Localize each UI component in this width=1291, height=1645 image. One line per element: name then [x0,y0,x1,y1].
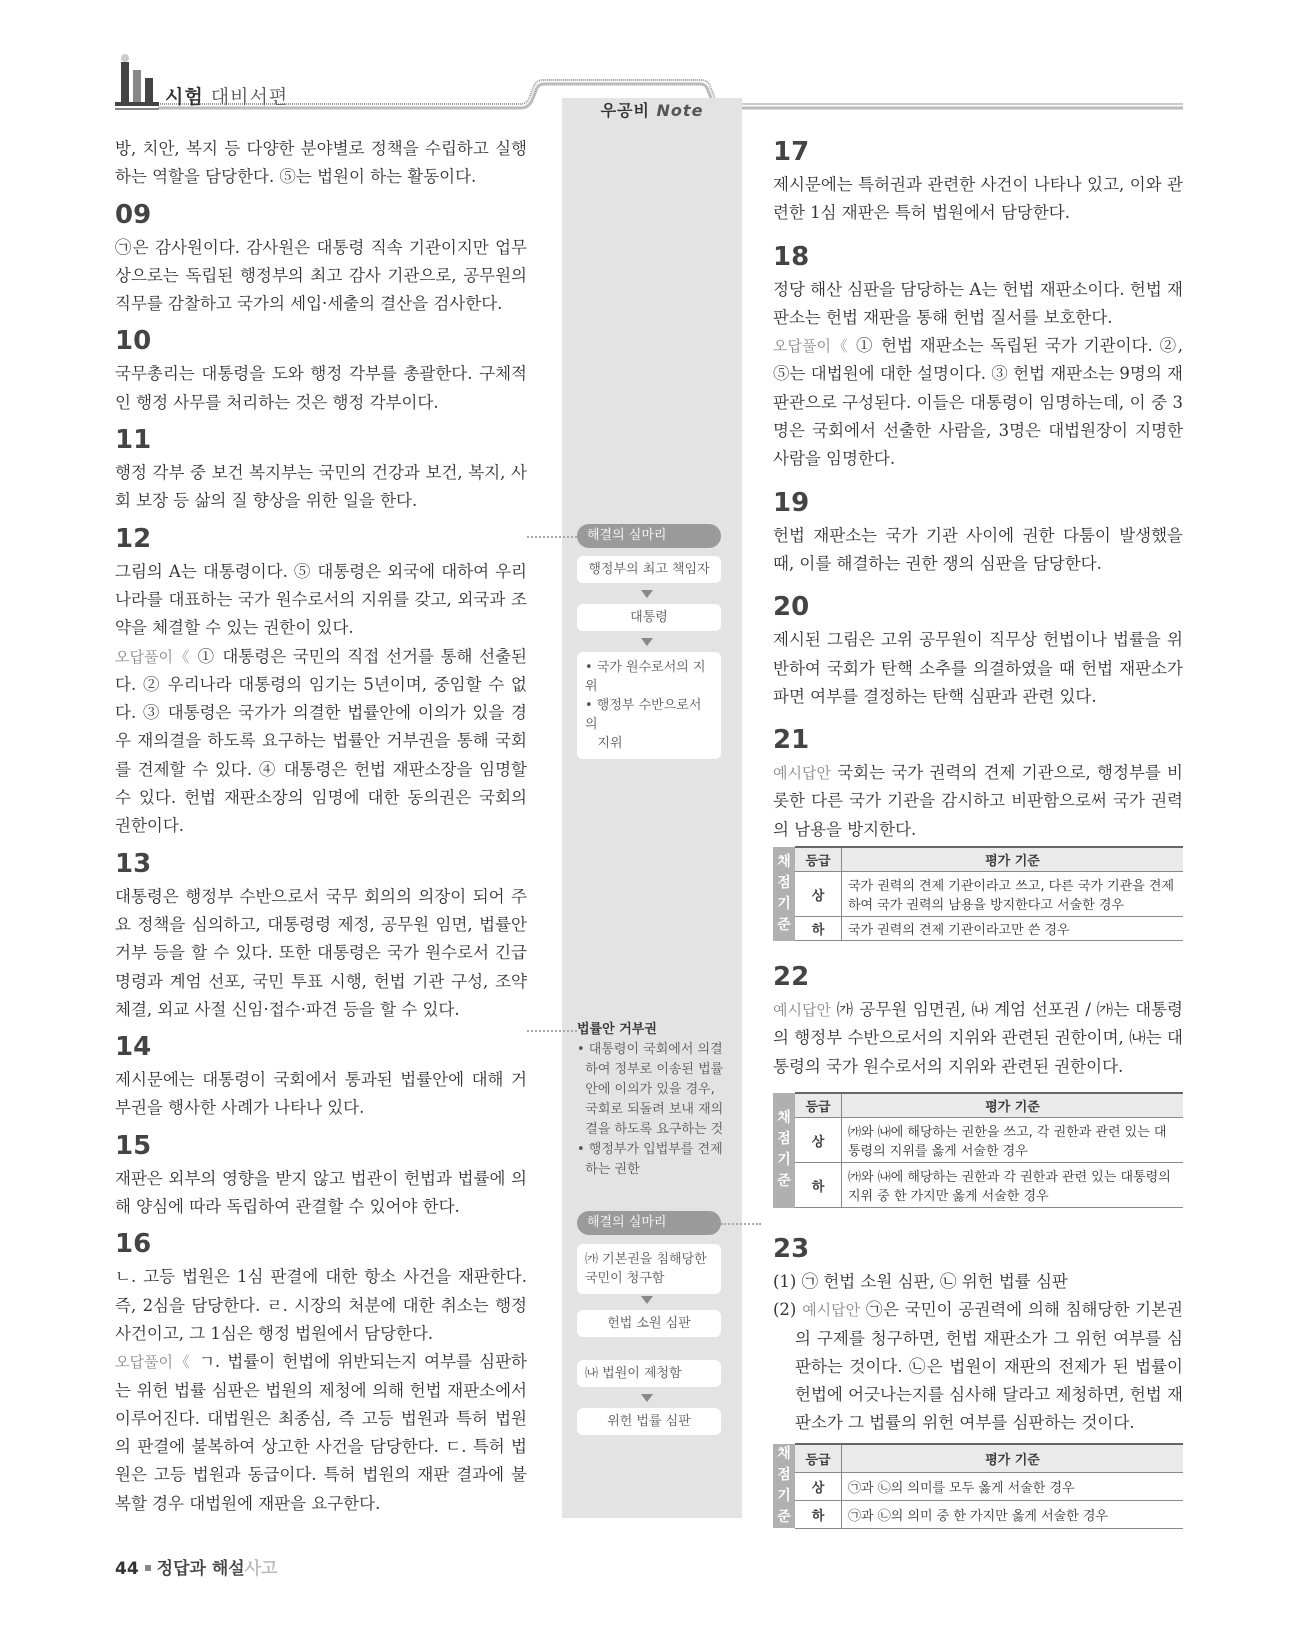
footer-bullet-icon [145,1565,151,1571]
grading-header-row [773,1093,1183,1118]
note-bullet: • 행정부 수반으로서의 [585,698,702,732]
question-number: 11 [115,425,152,456]
grade-level: 상 [795,1472,842,1500]
note-line: • 행정부가 입법부를 견제 [577,1142,723,1157]
example-answer-tag: 예시답안 [802,1301,861,1320]
answer-23 [773,1232,1183,1438]
grade-criteria-header: 평가 기준 [842,847,1184,872]
wrong-answer-explanation [115,643,527,841]
example-answer-tag: 예시답안 [773,1001,831,1019]
note-connector [527,536,577,538]
grade-level-header: 등급 [795,1444,842,1472]
grade-criteria: ㉠과 ㉡의 의미를 모두 옳게 서술한 경우 [842,1472,1184,1500]
grade-level: 하 [795,1163,842,1208]
answer-16 [115,1227,527,1518]
grade-level: 하 [795,1500,842,1528]
question-number: 22 [773,962,810,992]
question-number: 15 [115,1130,152,1161]
example-answer-text: ㈎ 공무원 임면권, ㈏ 계엄 선포권 / ㈎는 대통령의 행정부 수반으로서의 지위와 관련된 권한이며, ㈏는 대통령의 국가 원수로서의 지위와 관련된 권한이다. [773,1000,1183,1076]
answer-17 [773,135,1183,228]
answer-15 [115,1129,527,1222]
note-line: 하여 정부로 이송된 법률 [577,1062,724,1077]
note-bullet: • 국가 원수로서의 지위 [585,660,706,694]
grading-side-label: 채 점 기 준 [773,847,795,941]
answer-text [773,996,1183,1081]
answer-text: ㄴ. 고등 법원은 1심 판결에 대한 항소 사건을 재판한다. 즉, 2심을 담당한다. ㄹ. 시장의 처분에 대한 취소는 행정사건이고, 그 1심은 행정 법원에서 담당한다. [115,1267,527,1343]
answer-14 [115,1030,527,1123]
note-definition-title: 법률안 거부권 [577,1022,657,1037]
intro-text: 방, 치안, 복지 등 다양한 분야별로 정책을 수립하고 실행하는 역할을 담당한다. ⑤는 법원이 하는 활동이다. [115,139,527,187]
question-number: 13 [115,848,152,879]
example-answer-tag: 예시답안 [773,764,831,783]
question-number: 19 [773,487,810,518]
answer-text: 대통령은 행정부 수반으로서 국무 회의의 의장이 되어 주요 정책을 심의하고, 대통령령 제정, 공무원 임면, 법률안 거부 등을 할 수 있다. 또한 대통령은 국가 원수로서 긴급 명령과 계엄 선포, 국민 투표 시행, 헌법 기관 구성, 조약 체결, 외교 사절 신임·접수·파견 등을 할 수 있다. [115,886,527,1019]
note-definition [577,1020,725,1180]
grading-header-row [773,1444,1183,1472]
answer-10 [115,324,527,417]
note-line: 결을 하도록 요구하는 것 [577,1122,724,1137]
answer-09 [115,198,527,319]
answer-19 [773,486,1183,579]
grade-level: 하 [795,917,842,941]
note-connector [721,1223,761,1225]
grading-row [773,1163,1183,1208]
note-line: 하는 권한 [577,1162,640,1177]
grade-level-header: 등급 [795,1093,842,1118]
answer-text: 그림의 A는 대통령이다. ⑤ 대통령은 외국에 대하여 우리나라를 대표하는 국가 원수로서의 지위를 갖고, 외국과 조약을 체결할 수 있는 권한이 있다. [115,561,527,638]
question-number: 10 [115,326,152,357]
answer-11 [115,423,527,516]
grading-table-22 [773,1092,1183,1208]
note-box: ㈏ 법원이 제청함 [577,1360,721,1387]
note-column [562,98,742,1518]
note-box-bullets [577,652,721,759]
wrong-answer-text: ㄱ. 법률이 헌법에 위반되는지 여부를 심판하는 위헌 법률 심판은 법원의 제청에 의해 헌법 재판소에서 이루어진다. 대법원은 최종심, 즉 고등 법원과 특허 법원의 판결에 불복하여 상고한 사건을 담당한다. ㄷ. 특허 법원은 고등 법원과 동급이다. 특허 법원의 재판 결과에 불복할 경우 대법원에 재판을 요구한다. [115,1352,527,1513]
note-connector [527,1030,577,1032]
down-arrow-icon [641,590,653,598]
question-number: 12 [115,523,152,554]
grade-criteria: 국가 권력의 견제 기관이라고만 쓴 경우 [842,917,1184,941]
answer-text: 제시문에는 대통령이 국회에서 통과된 법률안에 대해 거부권을 행사한 사례가 나타나 있다. [115,1070,527,1118]
down-arrow-icon [641,1394,653,1402]
footer-label: 정답과 해설 [156,1559,245,1579]
section-title: 시험 대비서편 [165,86,289,108]
grade-criteria: ㈎와 ㈏에 해당하는 권한을 쓰고, 각 권한과 관련 있는 대통령의 지위를 옳게 서술한 경우 [842,1118,1184,1163]
note-hint-pill: 해결의 실마리 [577,524,721,548]
grading-table-23 [773,1443,1183,1529]
answer-text: 국무총리는 대통령을 도와 행정 각부를 총괄한다. 구체적인 행정 사무를 처리하는 것은 행정 각부이다. [115,364,527,412]
answer-text: 제시된 그림은 고위 공무원이 직무상 헌법이나 법률을 위반하여 국회가 탄핵 소추를 의결하였을 때 헌법 재판소가 파면 여부를 결정하는 탄핵 심판과 관련 있다. [773,630,1183,706]
note-box: 위헌 법률 심판 [577,1408,721,1435]
wrong-answer-tag: 오답풀이《 [773,337,850,356]
note-hint-pill: 해결의 실마리 [577,1211,721,1235]
wrong-answer-explanation [773,332,1183,473]
footer-faded-text: 사고 [244,1559,278,1579]
wrong-answer-text: ① 헌법 재판소는 독립된 국가 기관이다. ②, ⑤는 대법원에 대한 설명이다. ③ 헌법 재판소는 9명의 재판관으로 구성된다. 이들은 대통령이 임명하는데, 이 중 3명은 국회에서 선출한 사람을, 3명은 대법원장이 지명한 사람을 임명한다. [773,336,1183,469]
answer-text: 정당 해산 심판을 담당하는 A는 헌법 재판소이다. 헌법 재판소는 헌법 재판을 통해 헌법 질서를 보호한다. [773,279,1183,327]
left-answer-column [115,135,527,1518]
question-number: 20 [773,592,810,623]
down-arrow-icon [641,638,653,646]
grade-criteria: 국가 권력의 견제 기관이라고 쓰고, 다른 국가 기관을 견제하여 국가 권력의 남용을 방지한다고 서술한 경우 [842,872,1184,917]
note-box: ㈎ 기본권을 침해당한 국민이 청구함 [577,1244,721,1294]
answer-text: 헌법 재판소는 국가 기관 사이에 권한 다툼이 발생했을 때, 이를 해결하는 권한 쟁의 심판을 담당한다. [773,525,1183,573]
answer-part-1: (1) ㉠ 헌법 소원 심판, ㉡ 위헌 법률 심판 [773,1272,1068,1291]
answer-part-2: (2) 예시답안 ㉠은 국민이 공권력에 의해 침해당한 기본권의 구제를 청구하면, 헌법 재판소가 그 위헌 여부를 심판하는 것이다. ㉡은 법원이 재판의 전제가 된 법률이 헌법에 어긋나는지를 심사해 달라고 제청하면, 헌법 재판소가 그 법률의 위헌 여부를 심판하는 것이다. [773,1300,1183,1433]
grade-criteria-header: 평가 기준 [842,1093,1184,1118]
grade-criteria: ㉠과 ㉡의 의미 중 한 가지만 옳게 서술한 경우 [842,1500,1184,1528]
grading-table-21 [773,846,1183,941]
note-box: 행정부의 최고 책임자 [577,556,721,583]
grading-row [773,917,1183,941]
page-footer [115,1554,278,1579]
note-line: 안에 이의가 있을 경우, [577,1082,715,1097]
grade-level: 상 [795,872,842,917]
grading-side-label: 채 점 기 준 [773,1444,795,1528]
example-answer-text: 국회는 국가 권력의 견제 기관으로, 행정부를 비롯한 다른 국가 기관을 감시하고 비판함으로써 국가 권력의 남용을 방지한다. [773,763,1183,839]
question-number: 17 [773,137,810,167]
wrong-answer-tag: 오답풀이《 [115,647,191,666]
question-number: 14 [115,1032,152,1063]
grading-row [773,1500,1183,1528]
answer-text: 재판은 외부의 영향을 받지 않고 법관이 헌법과 법률에 의해 양심에 따라 독립하여 관결할 수 있어야 한다. [115,1168,527,1217]
grade-level-header: 등급 [795,847,842,872]
answer-text: 행정 각부 중 보건 복지부는 국민의 건강과 보건, 복지, 사회 보장 등 삶의 질 향상을 위한 일을 한다. [115,463,527,511]
page-number: 44 [115,1559,139,1579]
answer-text: ㉠은 감사원이다. 감사원은 대통령 직속 기관이지만 업무상으로는 독립된 행정부의 최고 감사 기관으로, 공무원의 직무를 감찰하고 국가의 세입·세출의 결산을 검사한다. [115,237,527,314]
note-box: 헌법 소원 심판 [577,1310,721,1337]
question-number: 23 [773,1234,810,1264]
answer-13 [115,847,527,1024]
wrong-answer-text: ① 대통령은 국민의 직접 선거를 통해 선출된다. ② 우리나라 대통령의 임기는 5년이며, 중임할 수 없다. ③ 대통령은 국가가 의결한 법률안에 이의가 있을 경우 재의결을 하도록 요구하는 법률안 거부권을 통해 국회를 견제할 수 있다. ④ 대통령은 헌법 재판소장을 임명할 수 있다. 헌법 재판소장의 임명에 대한 동의권은 국회의 권한이다. [115,646,527,836]
down-arrow-icon [641,1296,653,1304]
wrong-answer-tag: 오답풀이《 [115,1353,192,1372]
grading-row [773,1472,1183,1500]
answer-22 [773,960,1183,1081]
question-number: 09 [115,199,152,230]
grading-row [773,1118,1183,1163]
answer-21 [773,723,1183,844]
grading-row [773,872,1183,917]
question-number: 21 [773,725,810,756]
question-number: 16 [115,1229,152,1260]
answer-text [773,759,1183,844]
question-number: 18 [773,241,810,272]
grading-side-label: 채 점 기 준 [773,1093,795,1208]
answer-12 [115,522,527,841]
answer-18 [773,240,1183,474]
note-bullet: 지위 [585,736,623,751]
note-line: 국회로 되돌려 보내 재의 [577,1102,724,1117]
grade-criteria: ㈎와 ㈏에 해당하는 권한과 각 권한과 관련 있는 대통령의 지위 중 한 가지만 옳게 서술한 경우 [842,1163,1184,1208]
note-box: 대통령 [577,604,721,631]
note-column-title: 우공비 Note [600,101,704,120]
note-line: • 대통령이 국회에서 의결 [577,1042,723,1057]
grade-criteria-header: 평가 기준 [842,1444,1184,1472]
grading-header-row [773,847,1183,872]
answer-text: 제시문에는 특허권과 관련한 사건이 나타나 있고, 이와 관련한 1심 재판은 특허 법원에서 담당한다. [773,175,1183,223]
answer-20 [773,590,1183,711]
example-answer-text: ㉠은 국민이 공권력에 의해 침해당한 기본권의 구제를 청구하면, 헌법 재판소가 그 위헌 여부를 심판하는 것이다. ㉡은 법원이 재판의 전제가 된 법률이 헌법에 어긋나는지를 심사해 달라고 제청하면, 헌법 재판소가 그 법률의 위헌 여부를 심판하는 것이다. [795,1300,1183,1433]
wrong-answer-explanation [115,1348,527,1518]
grade-level: 상 [795,1118,842,1163]
building-logo-icon [115,52,159,110]
right-answer-column [773,135,1183,844]
